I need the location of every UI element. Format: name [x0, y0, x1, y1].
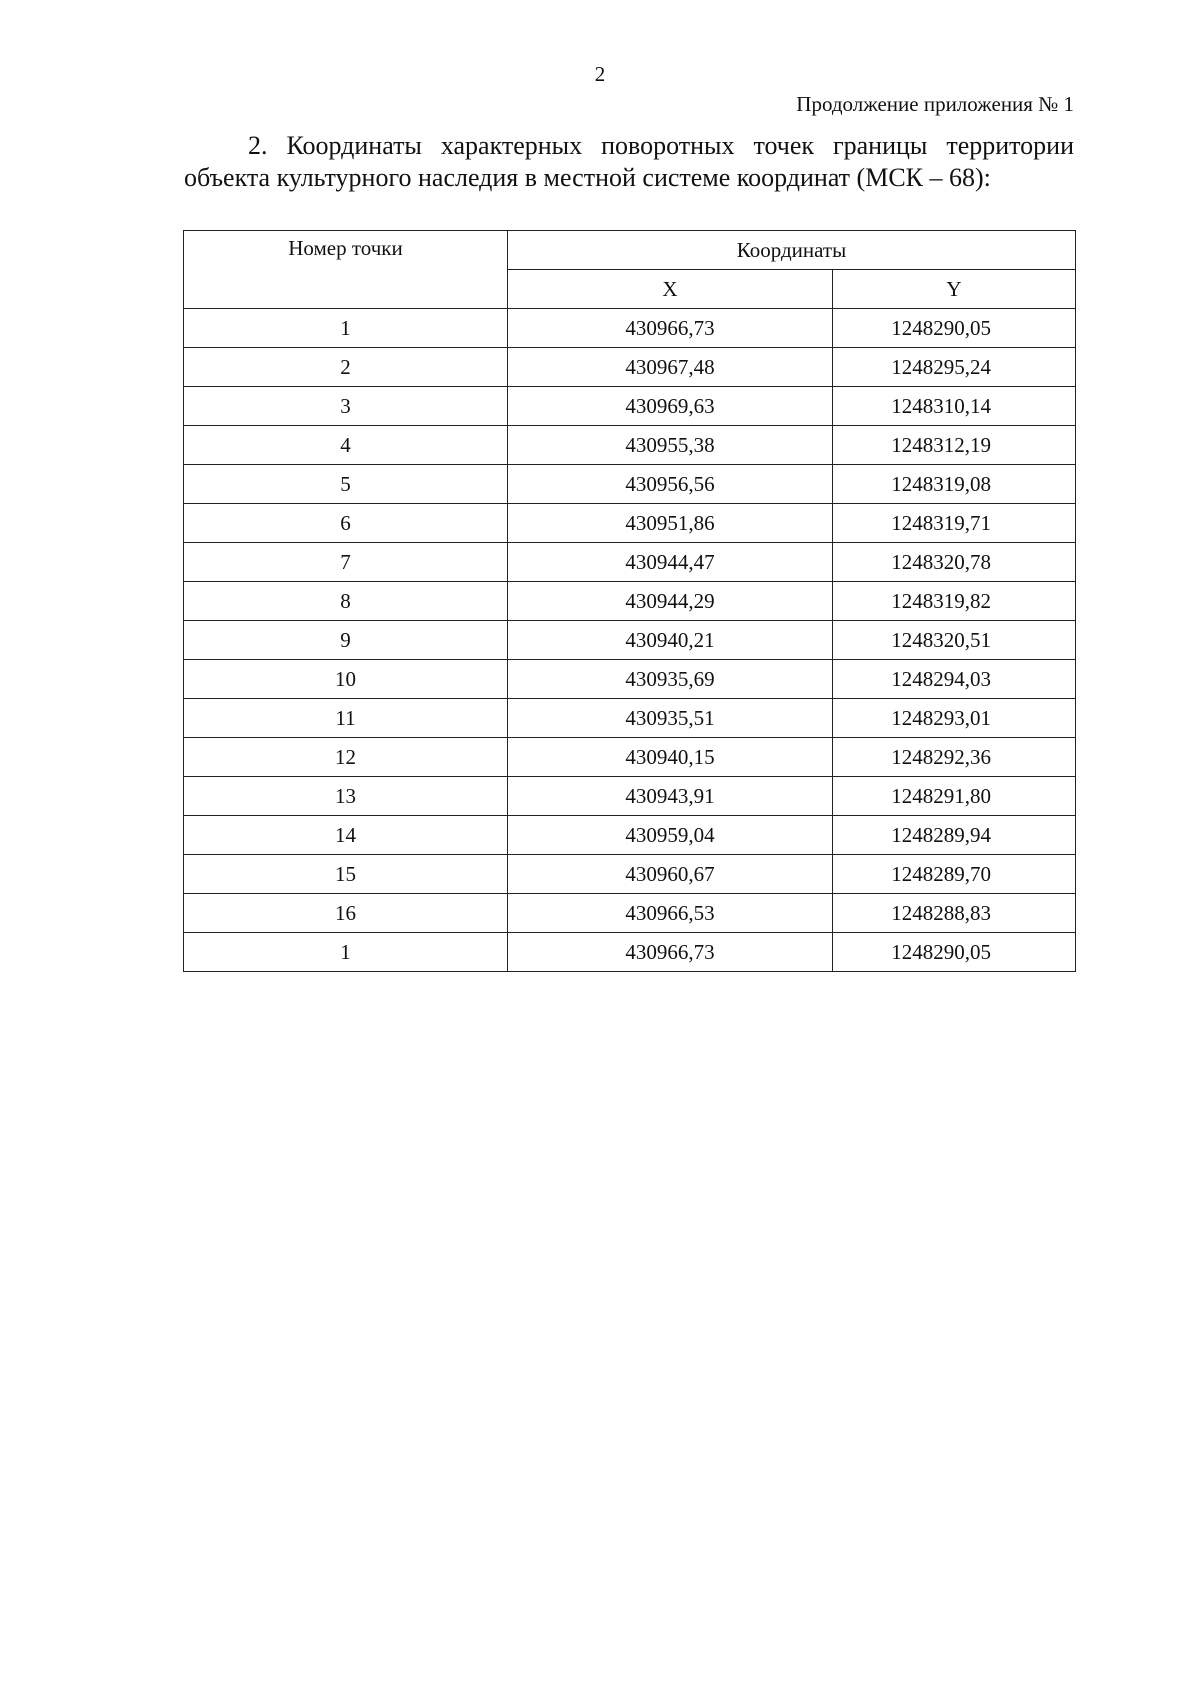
page-number: 2	[594, 62, 606, 86]
table-row	[184, 933, 1076, 972]
cell-x: 430966,73	[508, 309, 833, 348]
cell-y: 1248293,01	[833, 699, 1076, 738]
cell-x: 430944,29	[508, 582, 833, 621]
cell-x: 430944,47	[508, 543, 833, 582]
cell-y: 1248319,71	[833, 504, 1076, 543]
section-heading	[184, 130, 1074, 194]
cell-point-number: 10	[184, 660, 508, 699]
cell-x: 430959,04	[508, 816, 833, 855]
header-point-number: Номер точки	[184, 231, 508, 309]
appendix-note: Продолжение приложения № 1	[796, 92, 1074, 116]
cell-x: 430956,56	[508, 465, 833, 504]
cell-point-number: 14	[184, 816, 508, 855]
cell-x: 430951,86	[508, 504, 833, 543]
cell-point-number: 5	[184, 465, 508, 504]
cell-x: 430943,91	[508, 777, 833, 816]
cell-y: 1248290,05	[833, 309, 1076, 348]
cell-y: 1248289,94	[833, 816, 1076, 855]
table-row	[184, 894, 1076, 933]
cell-point-number: 7	[184, 543, 508, 582]
cell-y: 1248289,70	[833, 855, 1076, 894]
coordinates-table	[183, 230, 1076, 972]
cell-y: 1248310,14	[833, 387, 1076, 426]
cell-point-number: 1	[184, 309, 508, 348]
header-x: X	[508, 270, 833, 309]
table-row	[184, 504, 1076, 543]
cell-point-number: 1	[184, 933, 508, 972]
table-row	[184, 621, 1076, 660]
cell-point-number: 12	[184, 738, 508, 777]
table-row	[184, 660, 1076, 699]
cell-point-number: 13	[184, 777, 508, 816]
cell-x: 430966,73	[508, 933, 833, 972]
cell-y: 1248291,80	[833, 777, 1076, 816]
cell-y: 1248292,36	[833, 738, 1076, 777]
cell-point-number: 11	[184, 699, 508, 738]
cell-y: 1248320,78	[833, 543, 1076, 582]
cell-y: 1248319,08	[833, 465, 1076, 504]
cell-point-number: 16	[184, 894, 508, 933]
table-row	[184, 543, 1076, 582]
cell-x: 430940,15	[508, 738, 833, 777]
heading-text: 2. Координаты характерных поворотных точек границы территории объекта культурного наследия в местной системе координат (МСК – 68):	[184, 131, 1074, 192]
cell-y: 1248319,82	[833, 582, 1076, 621]
table-row	[184, 855, 1076, 894]
table-row	[184, 582, 1076, 621]
header-y: Y	[833, 270, 1076, 309]
table-row	[184, 777, 1076, 816]
table-row	[184, 465, 1076, 504]
cell-y: 1248294,03	[833, 660, 1076, 699]
cell-point-number: 4	[184, 426, 508, 465]
table-row	[184, 426, 1076, 465]
table-row	[184, 738, 1076, 777]
cell-x: 430955,38	[508, 426, 833, 465]
cell-x: 430935,51	[508, 699, 833, 738]
cell-y: 1248290,05	[833, 933, 1076, 972]
cell-point-number: 9	[184, 621, 508, 660]
table-row	[184, 699, 1076, 738]
table-row	[184, 309, 1076, 348]
cell-point-number: 6	[184, 504, 508, 543]
table-body	[184, 309, 1076, 972]
cell-x: 430940,21	[508, 621, 833, 660]
table-row	[184, 387, 1076, 426]
cell-y: 1248295,24	[833, 348, 1076, 387]
cell-y: 1248288,83	[833, 894, 1076, 933]
cell-point-number: 15	[184, 855, 508, 894]
cell-point-number: 2	[184, 348, 508, 387]
table-row	[184, 348, 1076, 387]
cell-y: 1248312,19	[833, 426, 1076, 465]
cell-point-number: 8	[184, 582, 508, 621]
header-coordinates: Координаты	[508, 231, 1076, 270]
table-row	[184, 816, 1076, 855]
cell-x: 430966,53	[508, 894, 833, 933]
cell-y: 1248320,51	[833, 621, 1076, 660]
cell-point-number: 3	[184, 387, 508, 426]
cell-x: 430960,67	[508, 855, 833, 894]
cell-x: 430935,69	[508, 660, 833, 699]
cell-x: 430967,48	[508, 348, 833, 387]
cell-x: 430969,63	[508, 387, 833, 426]
